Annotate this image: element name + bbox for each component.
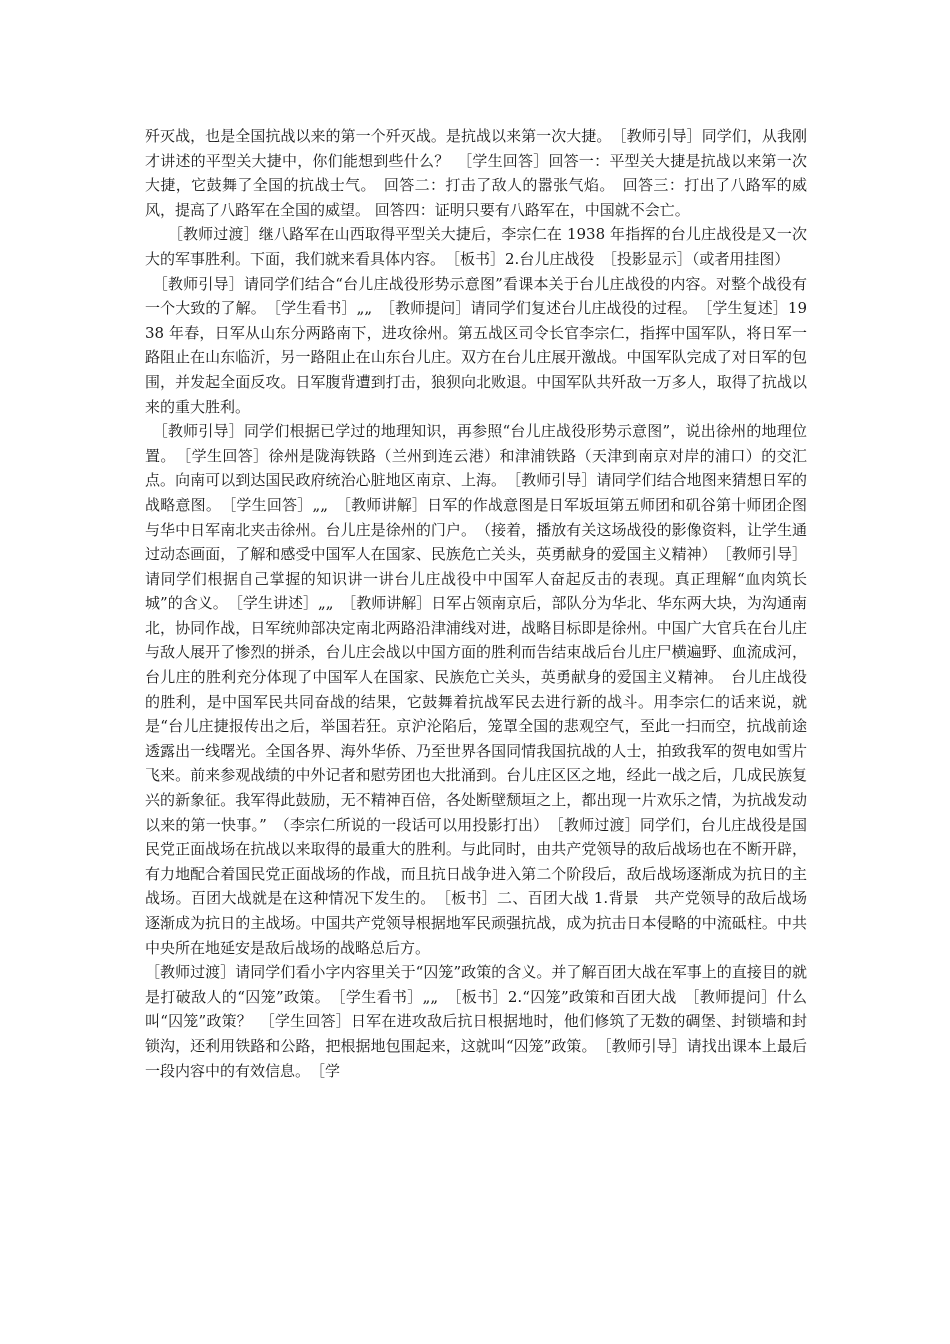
paragraph-4: ［教师引导］同学们根据已学过的地理知识，再参照“台儿庄战役形势示意图”，说出徐州的地理位置。 ［学生回答］徐州是陇海铁路（兰州到连云港）和津浦铁路（天津到南京对岸的浦口）的交汇点。向南可以到达国民政府统治心脏地区南京、上海。 ［教师引导］请同学们结合地图来猜想日军的战略意图。 ［学生回答］„„ ［教师讲解］日军的作战意图是日军坂垣第五师团和矶谷第十师团企图与华中日军南北夹击徐州。台儿庄是徐州的门户。 （接着，播放有关这场战役的影像资料，让学生通过动态画面，了解和感受中国军人在国家、民族危亡关头，英勇献身的爱国主义精神） ［教师引导］请同学们根据自己掌握的知识讲一讲台儿庄战役中中国军人奋起反击的表现。真正理解“血肉筑长城”的含义。 ［学生讲述］„„ ［教师讲解］日军占领南京后，部队分为华北、华东两大块，为沟通南北，协同作战，日军统帅部决定南北两路沿津浦线对进，战略目标即是徐州。中国广大官兵在台儿庄与敌人展开了惨烈的拼杀，台儿庄会战以中国方面的胜利而告结束战后台儿庄尸横遍野、血流成河，台儿庄的胜利充分体现了中国军人在国家、民族危亡关头，英勇献身的爱国主义精神。 台儿庄战役的胜利，是中国军民共同奋战的结果，它鼓舞着抗战军民去进行新的战斗。用李宗仁的话来说，就是“台儿庄捷报传出之后，举国若狂。京沪沦陷后，笼罩全国的悲观空气，至此一扫而空，抗战前途透露出一线曙光。全国各界、海外华侨、乃至世界各国同情我国抗战的人士，拍致我军的贺电如雪片飞来。前来参观战绩的中外记者和慰劳团也大批涌到。台儿庄区区之地，经此一战之后，几成民族复兴的新象征。我军得此鼓励，无不精神百倍，各处断壁颓垣之上，都出现一片欢乐之情，为抗战发动以来的第一快事。” （李宗仁所说的一段话可以用投影打出） ［教师过渡］同学们，台儿庄战役是国民党正面战场在抗战以来取得的最重大的胜利。与此同时，由共产党领导的敌后战场也在不断开辟，有力地配合着国民党正面战场的作战，而且抗日战争进入第二个阶段后，敌后战场逐渐成为抗日的主战场。百团大战就是在这种情况下发生的。 ［板书］二、百团大战 1.背景 共产党领导的敌后战场逐渐成为抗日的主战场。中国共产党领导根据地军民顽强抗战，成为抗击日本侵略的中流砥柱。中共中央所在地延安是敌后战场的战略总后方。: [145, 422, 807, 957]
document-body: [145, 124, 807, 1083]
paragraph-3: ［教师引导］请同学们结合“台儿庄战役形势示意图”看课本关于台儿庄战役的内容。对整个战役有一个大致的了解。 ［学生看书］„„ ［教师提问］请同学们复述台儿庄战役的过程。 ［学生复述］1938 年春，日军从山东分两路南下，进攻徐州。第五战区司令长官李宗仁，指挥中国军队，将日军一路阻止在山东临沂，另一路阻止在山东台儿庄。双方在台儿庄展开激战。中国军队完成了对日军的包围，并发起全面反攻。日军腹背遭到打击，狼狈向北败退。中国军队共歼敌一万多人，取得了抗战以来的重大胜利。: [145, 274, 807, 416]
paragraph-2: ［教师过渡］继八路军在山西取得平型关大捷后，李宗仁在 1938 年指挥的台儿庄战役是又一次大的军事胜利。下面，我们就来看具体内容。 ［板书］2.台儿庄战役 ［投影显示］（或者用挂图）: [145, 225, 807, 268]
paragraph-1: 歼灭战，也是全国抗战以来的第一个歼灭战。是抗战以来第一次大捷。 ［教师引导］同学们，从我刚才讲述的平型关大捷中，你们能想到些什么？ ［学生回答］回答一：平型关大捷是抗战以来第一次大捷，它鼓舞了全国的抗战士气。 回答二：打击了敌人的嚣张气焰。 回答三：打出了八路军的威风，提高了八路军在全国的威望。 回答四：证明只要有八路军在，中国就不会亡。: [145, 127, 807, 219]
paragraph-5: ［教师过渡］请同学们看小字内容里关于“囚笼”政策的含义。并了解百团大战在军事上的直接目的就是打破敌人的“囚笼”政策。 ［学生看书］„„ ［板书］2.“囚笼”政策和百团大战 ［教师提问］什么叫“囚笼”政策？ ［学生回答］日军在进攻敌后抗日根据地时，他们修筑了无数的碉堡、封锁墙和封锁沟，还利用铁路和公路，把根据地包围起来，这就叫“囚笼”政策。 ［教师引导］请找出课本上最后一段内容中的有效信息。 ［学: [145, 963, 807, 1080]
